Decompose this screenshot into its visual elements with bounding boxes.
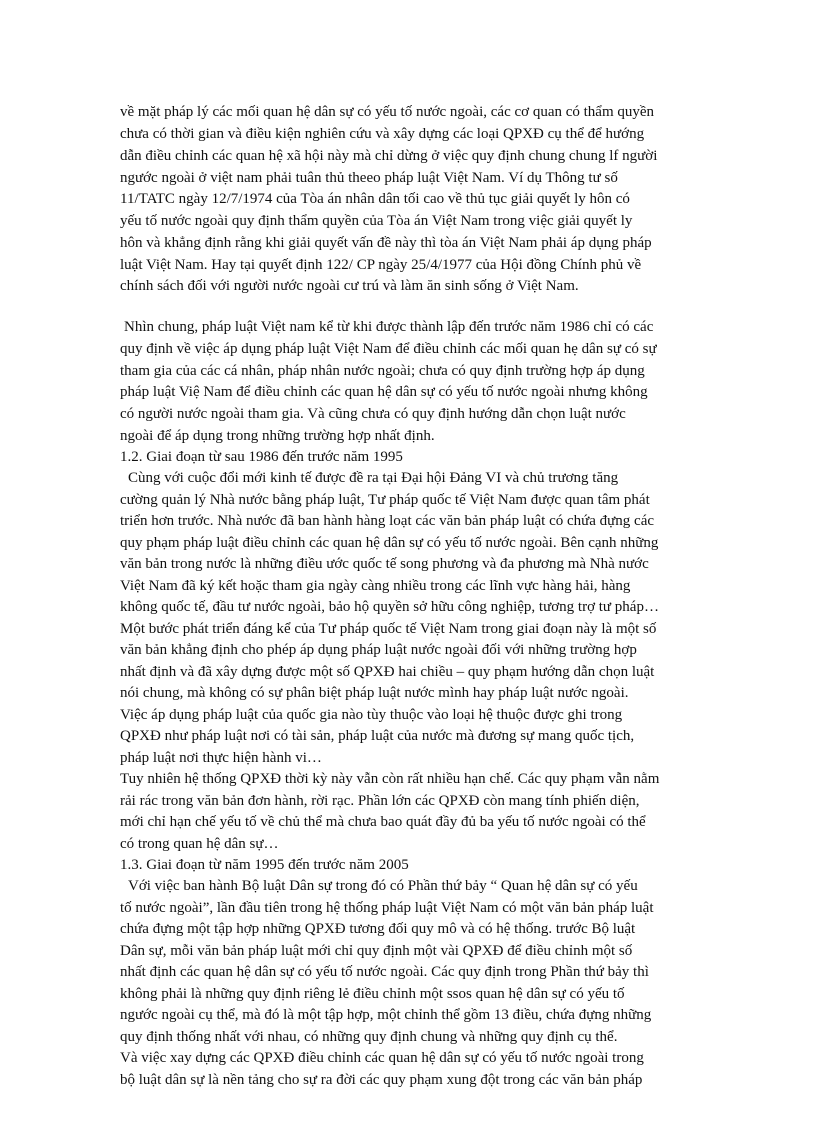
text-line: pháp luật Việ Nam để điều chỉnh các quan hệ dân sự có yếu tố nước ngoài nhưng không	[120, 384, 648, 400]
text-line: QPXĐ như pháp luật nơi có tài sản, pháp luật của nước mà đương sự mang quốc tịch,	[120, 728, 635, 744]
text-line: quy phạm pháp luật điều chỉnh các quan hệ dân sự có yếu tố nước ngoài. Bên cạnh những	[120, 535, 659, 551]
section-heading: 1.3. Giai đoạn từ năm 1995 đến trước năm 2005	[120, 857, 409, 873]
text-line: Cùng với cuộc đổi mới kinh tế được đề ra tại Đại hội Đảng VI và chủ trương tăng	[128, 470, 619, 486]
text-line: Và việc xay dựng các QPXĐ điều chỉnh các quan hệ dân sự có yếu tố nước ngoài trong	[120, 1050, 644, 1066]
text-line: ngoài để áp dụng trong những trường hợp nhất định.	[120, 428, 435, 444]
text-line: Tuy nhiên hệ thống QPXĐ thời kỳ này vẫn còn rất nhiều hạn chế. Các quy phạm vẫn nằm	[120, 771, 660, 787]
text-line: không phải là những quy định riêng lẻ điều chỉnh một ssos quan hệ dân sự có yếu tố	[120, 986, 625, 1002]
text-line: tố nước ngoài”, lần đầu tiên trong hệ thống pháp luật Việt Nam có một văn bản pháp luật	[120, 900, 654, 916]
text-line: không quốc tế, đầu tư nước ngoài, bảo hộ quyền sở hữu công nghiệp, tương trợ tư pháp…	[120, 599, 659, 615]
text-line: nhất định và đã xây dựng được một số QPXĐ hai chiều – quy phạm hướng dẫn chọn luật	[120, 664, 655, 680]
text-line: triển hơn trước. Nhà nước đã ban hành hàng loạt các văn bản pháp luật có chứa đựng các	[120, 513, 655, 529]
text-line: nhất định các quan hệ dân sự có yếu tố nước ngoài. Các quy định trong Phần thứ bảy thì	[120, 964, 649, 980]
text-line: Việc áp dụng pháp luật của quốc gia nào tùy thuộc vào loại hệ thuộc được ghi trong	[120, 707, 623, 723]
text-line: mới chỉ hạn chế yếu tố về chủ thể mà chưa bao quát đầy đủ ba yếu tố nước ngoài có thể	[120, 814, 646, 830]
text-line: chưa có thời gian và điều kiện nghiên cứu và xây dựng các loại QPXĐ cụ thể để hướng	[120, 126, 645, 142]
text-line: quy định về việc áp dụng pháp luật Việt Nam để điều chỉnh các mối quan hẹ dân sự có sự	[120, 341, 657, 357]
text-line: tham gia của các cá nhân, pháp nhân nước ngoài; chưa có quy định trường hợp áp dụng	[120, 363, 645, 379]
text-line: chính sách đối với người nước ngoài cư trú và làm ăn sinh sống ở Việt Nam.	[120, 278, 579, 294]
text-line: có người nước ngoài tham gia. Và cũng chưa có quy định hướng dẫn chọn luật nước	[120, 406, 626, 422]
text-line: rải rác trong văn bản đơn hành, rời rạc. Phần lớn các QPXĐ còn mang tính phiến diện,	[120, 793, 640, 809]
text-line: Một bước phát triển đáng kể của Tư pháp quốc tế Việt Nam trong giai đoạn này là một số	[120, 621, 657, 637]
text-line: chứa đựng một tập hợp những QPXĐ tương đối quy mô và có hệ thống. trước Bộ luật	[120, 921, 636, 937]
text-line: dẫn điều chỉnh các quan hệ xã hội này mà chỉ dừng ở việc quy định chung chung lf người	[120, 148, 658, 164]
text-line: hôn và khẳng định rằng khi giải quyết vấn đề này thì tòa án Việt Nam phải áp dụng pháp	[120, 235, 652, 251]
text-line: văn bản khẳng định cho phép áp dụng pháp luật nước ngoài đối với những trường hợp	[120, 642, 637, 658]
text-line: Nhìn chung, pháp luật Việt nam kể từ khi được thành lập đến trước năm 1986 chỉ có các	[124, 319, 654, 335]
text-line: Việt Nam đã ký kết hoặc tham gia ngày càng nhiều trong các lĩnh vực hàng hải, hàng	[120, 578, 631, 594]
text-line: Dân sự, mỗi văn bản pháp luật mới chỉ quy định một vài QPXĐ để điều chỉnh một số	[120, 943, 633, 959]
text-line: có trong quan hệ dân sự…	[120, 836, 279, 852]
text-line: về mặt pháp lý các mối quan hệ dân sự có yếu tố nước ngoài, các cơ quan có thẩm quyền	[120, 104, 655, 120]
text-line: cường quản lý Nhà nước bằng pháp luật, Tư pháp quốc tế Việt Nam được quan tâm phát	[120, 492, 650, 508]
text-line: luật Việt Nam. Hay tại quyết định 122/ CP ngày 25/4/1977 của Hội đồng Chính phủ về	[120, 257, 642, 273]
text-line: 11/TATC ngày 12/7/1974 của Tòa án nhân dân tối cao về thủ tục giải quyết ly hôn có	[120, 191, 630, 207]
text-line: yếu tố nước ngoài quy định thẩm quyền của Tòa án Việt Nam trong việc giải quyết ly	[120, 213, 633, 229]
text-line: nói chung, mà không có sự phân biệt pháp luật nước mình hay pháp luật nước ngoài.	[120, 685, 629, 701]
text-line: pháp luật nơi thực hiện hành vi…	[120, 750, 322, 766]
text-line: quy định thống nhất với nhau, có những quy định chung và những quy định cụ thể.	[120, 1029, 618, 1045]
text-line: văn bản trong nước là những điều ước quốc tế song phương và đa phương mà Nhà nước	[120, 556, 649, 572]
text-line: Với việc ban hành Bộ luật Dân sự trong đó có Phần thứ bảy “ Quan hệ dân sự có yếu	[128, 878, 638, 894]
text-line: ngước ngoài cụ thể, mà đó là một tập hợp, một chỉnh thể gồm 13 điều, chứa đựng những	[120, 1007, 652, 1023]
text-line: ngước ngoài ở việt nam phải tuân thủ theeo pháp luật Việt Nam. Ví dụ Thông tư số	[120, 170, 618, 186]
section-heading: 1.2. Giai đoạn từ sau 1986 đến trước năm 1995	[120, 449, 403, 465]
text-line: bộ luật dân sự là nền tảng cho sự ra đời các quy phạm xung đột trong các văn bản pháp	[120, 1072, 643, 1088]
